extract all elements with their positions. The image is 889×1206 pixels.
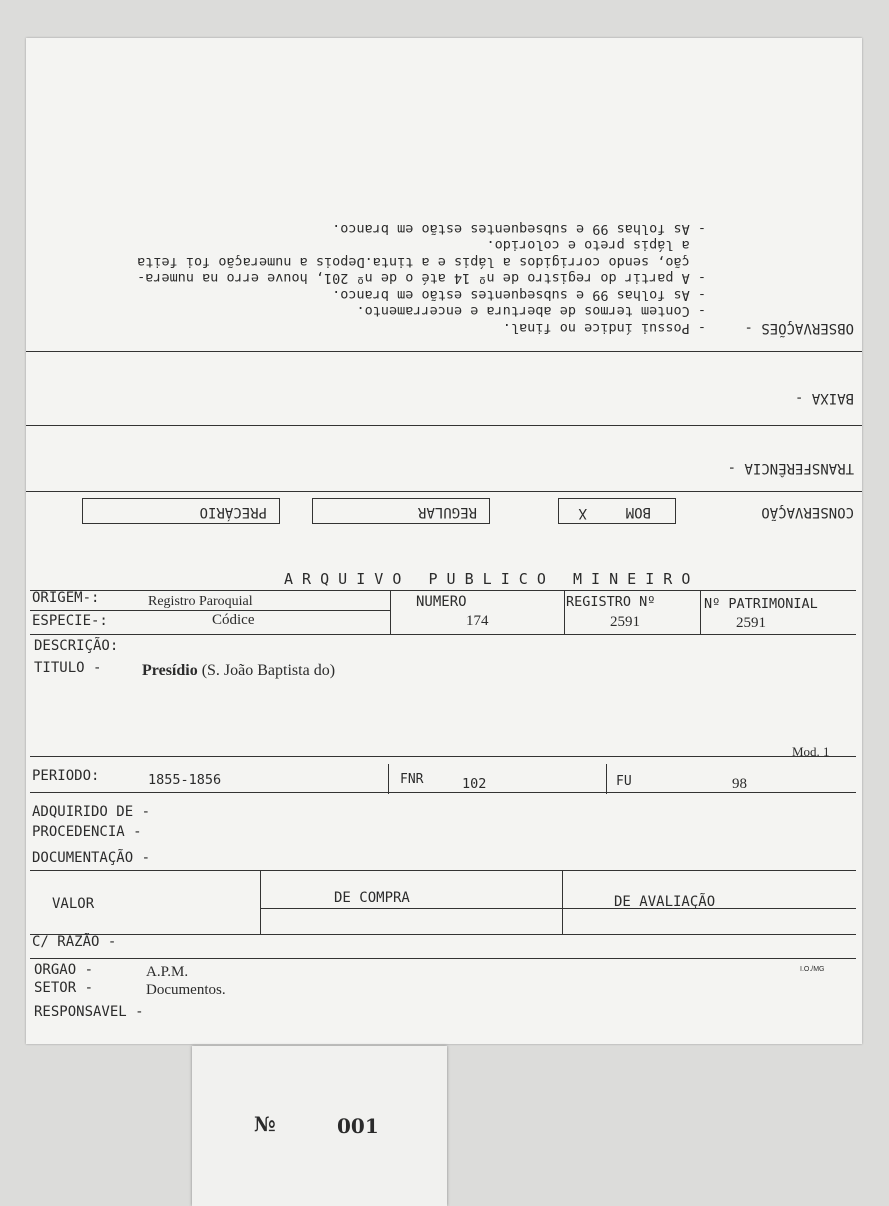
- responsavel-label: RESPONSAVEL -: [34, 1004, 144, 1020]
- observacao-item: - As folhas 99 e subsequentes estão em branco.: [332, 221, 706, 237]
- catalog-card: [26, 38, 862, 1044]
- patrimonial-value: 2591: [736, 615, 766, 631]
- conservacao-label: CONSERVAÇÃO: [761, 504, 854, 520]
- regular-box: [312, 498, 490, 524]
- divider: [260, 870, 261, 934]
- numero-label: NUMERO: [416, 594, 467, 610]
- especie-value: Códice: [212, 612, 255, 628]
- razao-label: C/ RAZÃO -: [32, 934, 117, 950]
- divider: [26, 491, 862, 492]
- baixa-label: BAIXA -: [794, 390, 854, 406]
- divider: [606, 764, 607, 794]
- bom-label: BOM: [625, 504, 651, 520]
- titulo-label: TITULO -: [34, 660, 102, 676]
- fnr-label: FNR: [400, 772, 424, 787]
- documentacao-label: DOCUMENTAÇÃO -: [32, 850, 151, 866]
- procedencia-label: PROCEDENCIA -: [32, 824, 142, 840]
- observacoes-label: OBSERVAÇÕES -: [744, 320, 854, 336]
- divider: [30, 756, 856, 757]
- fu-label: FU: [616, 774, 632, 789]
- bom-box: [558, 498, 676, 524]
- observacao-item: ção, sendo corrigidos a lápis e a tinta.Depois a numeração foi feita: [137, 254, 706, 270]
- observacao-item: a lápis preto e colorido.: [486, 237, 706, 254]
- fu-value: 98: [732, 776, 747, 792]
- de-avaliacao-label: DE AVALIAÇÃO: [614, 894, 716, 910]
- origem-label: ORIGEM-:: [32, 590, 100, 606]
- divider: [26, 425, 862, 426]
- valor-label: VALOR: [52, 896, 95, 912]
- observacoes-list: [137, 221, 706, 337]
- precario-label: PRECÁRIO: [199, 504, 267, 520]
- descricao-label: DESCRIÇÃO:: [34, 638, 119, 654]
- de-compra-label: DE COMPRA: [334, 890, 410, 906]
- divider: [564, 590, 565, 634]
- orgao-label: ORGAO -: [34, 962, 94, 978]
- transferencia-label: TRANSFERÊNCIA -: [727, 460, 854, 476]
- ticket-number: 001: [337, 1114, 379, 1138]
- especie-label: ESPECIE-:: [32, 613, 108, 629]
- divider: [260, 908, 856, 909]
- observacao-item: - Possui índice no final.: [502, 320, 706, 336]
- fnr-value: 102: [462, 776, 487, 792]
- observacao-item: - A partir do registro de nº 14 até o de nº 201, houve erro na numera-: [137, 270, 706, 287]
- periodo-value: 1855-1856: [148, 772, 222, 788]
- divider: [700, 590, 701, 634]
- observacao-item: - Contem termos de abertura e encerramento.: [356, 303, 706, 320]
- origem-value: Registro Paroquial: [148, 594, 253, 609]
- divider: [562, 870, 563, 934]
- inverted-section: [26, 38, 862, 538]
- divider: [388, 764, 389, 794]
- divider: [30, 792, 856, 793]
- patrimonial-label: Nº PATRIMONIAL: [704, 596, 818, 612]
- titulo-bold: Presídio: [142, 662, 198, 679]
- titulo-value: [142, 662, 335, 680]
- divider: [30, 870, 856, 871]
- periodo-label: PERIODO:: [32, 768, 100, 784]
- printer-mark: I.O./MG: [800, 966, 825, 973]
- divider: [26, 351, 862, 352]
- number-symbol: №: [254, 1112, 276, 1136]
- adquirido-label: ADQUIRIDO DE -: [32, 804, 151, 820]
- precario-box: [82, 498, 280, 524]
- divider: [390, 590, 391, 634]
- numero-value: 174: [466, 613, 489, 629]
- divider: [30, 634, 856, 635]
- regular-label: REGULAR: [417, 504, 477, 520]
- orgao-value: A.P.M.: [146, 964, 189, 980]
- divider: [30, 590, 856, 591]
- titulo-rest: (S. João Baptista do): [197, 662, 336, 679]
- divider: [30, 958, 856, 959]
- number-ticket: [192, 1046, 447, 1206]
- registro-value: 2591: [610, 614, 640, 630]
- observacao-item: - As folhas 99 e subsequentes estão em branco.: [332, 287, 706, 303]
- divider: [30, 610, 390, 611]
- model-number: Mod. 1: [792, 744, 830, 759]
- setor-label: SETOR -: [34, 980, 94, 996]
- divider: [30, 934, 856, 935]
- setor-value: Documentos.: [146, 982, 226, 998]
- registro-label: REGISTRO Nº: [566, 594, 656, 610]
- header-title: A R Q U I V O P U B L I C O M I N E I R O: [284, 570, 691, 588]
- bom-mark: X: [578, 505, 587, 521]
